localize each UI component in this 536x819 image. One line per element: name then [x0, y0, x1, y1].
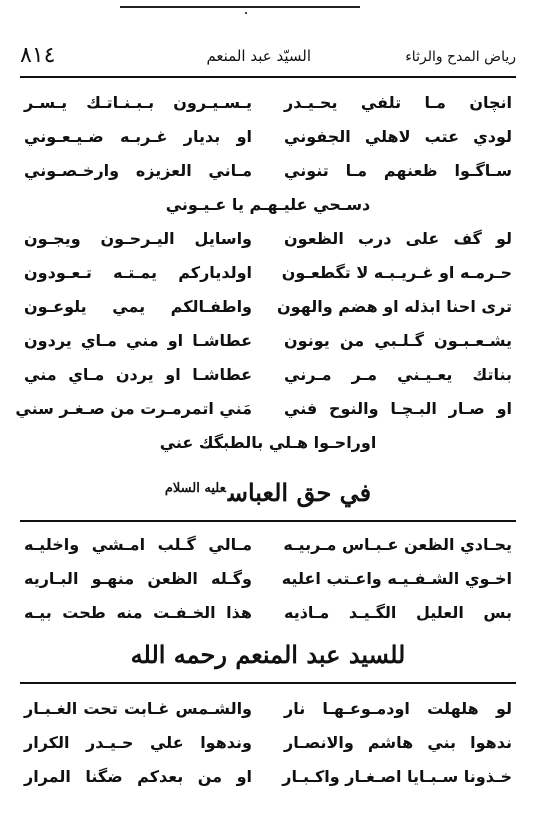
section-title-abbas [20, 478, 516, 507]
verse-row [24, 324, 512, 358]
verse-row [24, 596, 512, 630]
verse-second-half: او بديار غـربـه ضـيـعـوني [24, 127, 252, 146]
verse-row [24, 222, 512, 256]
verse-second-half: والشـمس غـابت تحت الغـبـار [24, 699, 252, 718]
verse-second-half: هذا الخـفـت منه طحت بيـه [24, 603, 252, 622]
page-dot [245, 12, 247, 14]
single-verse: دسـحي عليـهـم يا عـيـوني [165, 195, 371, 214]
page-number: ٨١٤ [20, 43, 56, 68]
poem-section-3 [24, 692, 512, 794]
verse-second-half: واطفـالكم يمي يلوعـون [24, 297, 252, 316]
verse-second-half: مـالي گـلب امـشي واخليـه [24, 535, 252, 554]
verse-row [24, 726, 512, 760]
verse-row [24, 562, 512, 596]
verse-first-half: بس العليل الگـيـد مـاذيه [284, 603, 512, 622]
top-border-line [120, 6, 360, 8]
verse-row [24, 290, 512, 324]
verse-row [24, 692, 512, 726]
verse-first-half: يشـعـبـون گـلـبي من يونون [284, 331, 512, 350]
title-text: للسيد عبد المنعم رحمه الله [130, 640, 406, 669]
verse-first-half: ندهوا بني هاشم والانصـار [284, 733, 512, 752]
section-title-sayyid [20, 640, 516, 669]
section-rule [20, 682, 516, 684]
verse-second-half: مـاني العزيزه وارخـصـوني [24, 161, 252, 180]
verse-second-half: عطاشـا او يردن مـاي مني [24, 365, 252, 384]
verse-first-half: لودي عتب لاهلي الجفوني [284, 127, 512, 146]
title-text: في حق العباس [227, 478, 372, 507]
poem-section-2 [24, 528, 512, 630]
page-header [20, 43, 516, 73]
verse-second-half: عطاشـا او مني مـاي يردون [24, 331, 252, 350]
verse-row [24, 154, 512, 188]
verse-first-half: انچان مـا تلفي يحـيـدر [284, 93, 512, 112]
verse-second-half: وندهوا علي حـيـدر الكرار [24, 733, 252, 752]
verse-first-half: سـاگـوا ظعنهم مـا تنوني [284, 161, 512, 180]
author-name: السيّد عبد المنعم [206, 47, 311, 65]
verse-row [24, 760, 512, 794]
verse-second-half: وگـله الظعن منهـو البـاريه [24, 569, 252, 588]
verse-second-half: مَني اتمرمـرت من صـغـر سني [15, 399, 252, 418]
header-rule [20, 76, 516, 78]
verse-first-half: اخـوي الشـفـيـه واعـتب اعليه [281, 569, 512, 588]
verse-first-half: ترى احنا ابذله او هضم والهون [277, 297, 512, 316]
verse-first-half: خـذونا سـبـايا اصـغـار واكـبـار [282, 767, 512, 786]
verse-row [24, 528, 512, 562]
verse-row [24, 120, 512, 154]
verse-first-half: بناتك يعـيـني مـر مـرني [284, 365, 512, 384]
verse-first-half: يحـادي الظعن عـبـاس مـربيـه [283, 535, 512, 554]
verse-first-half: لو هلهلت اودمـوعـهـا نار [284, 699, 512, 718]
honorific-glyph: عليه السلام [164, 481, 226, 496]
single-verse: اوراحـوا هـلي بالطبگك عني [159, 433, 377, 452]
verse-row [15, 392, 512, 426]
book-title: رياض المدح والرثاء [405, 49, 516, 65]
section-rule [20, 520, 516, 522]
verse-second-half: اولدياركم يمـتـه تـعـودون [24, 263, 252, 282]
verse-first-half: حـرمـه او غـريـبـه لا تگطعـون [281, 263, 512, 282]
single-line [24, 188, 512, 222]
verse-row [24, 358, 512, 392]
verse-first-half: او صـار البـچـا والنوح فني [284, 399, 512, 418]
verse-second-half: يـسـيـرون بـبـنـاتـك يـسـر [24, 93, 252, 112]
poem-section-1 [15, 86, 512, 460]
verse-second-half: او من بعدكم ضگنا المرار [24, 767, 252, 786]
verse-first-half: لو گف على درب الظعون [284, 229, 512, 248]
verse-row [24, 256, 512, 290]
verse-second-half: واسايل اليـرحـون ويجـون [24, 229, 252, 248]
single-line [24, 426, 512, 460]
verse-row [24, 86, 512, 120]
